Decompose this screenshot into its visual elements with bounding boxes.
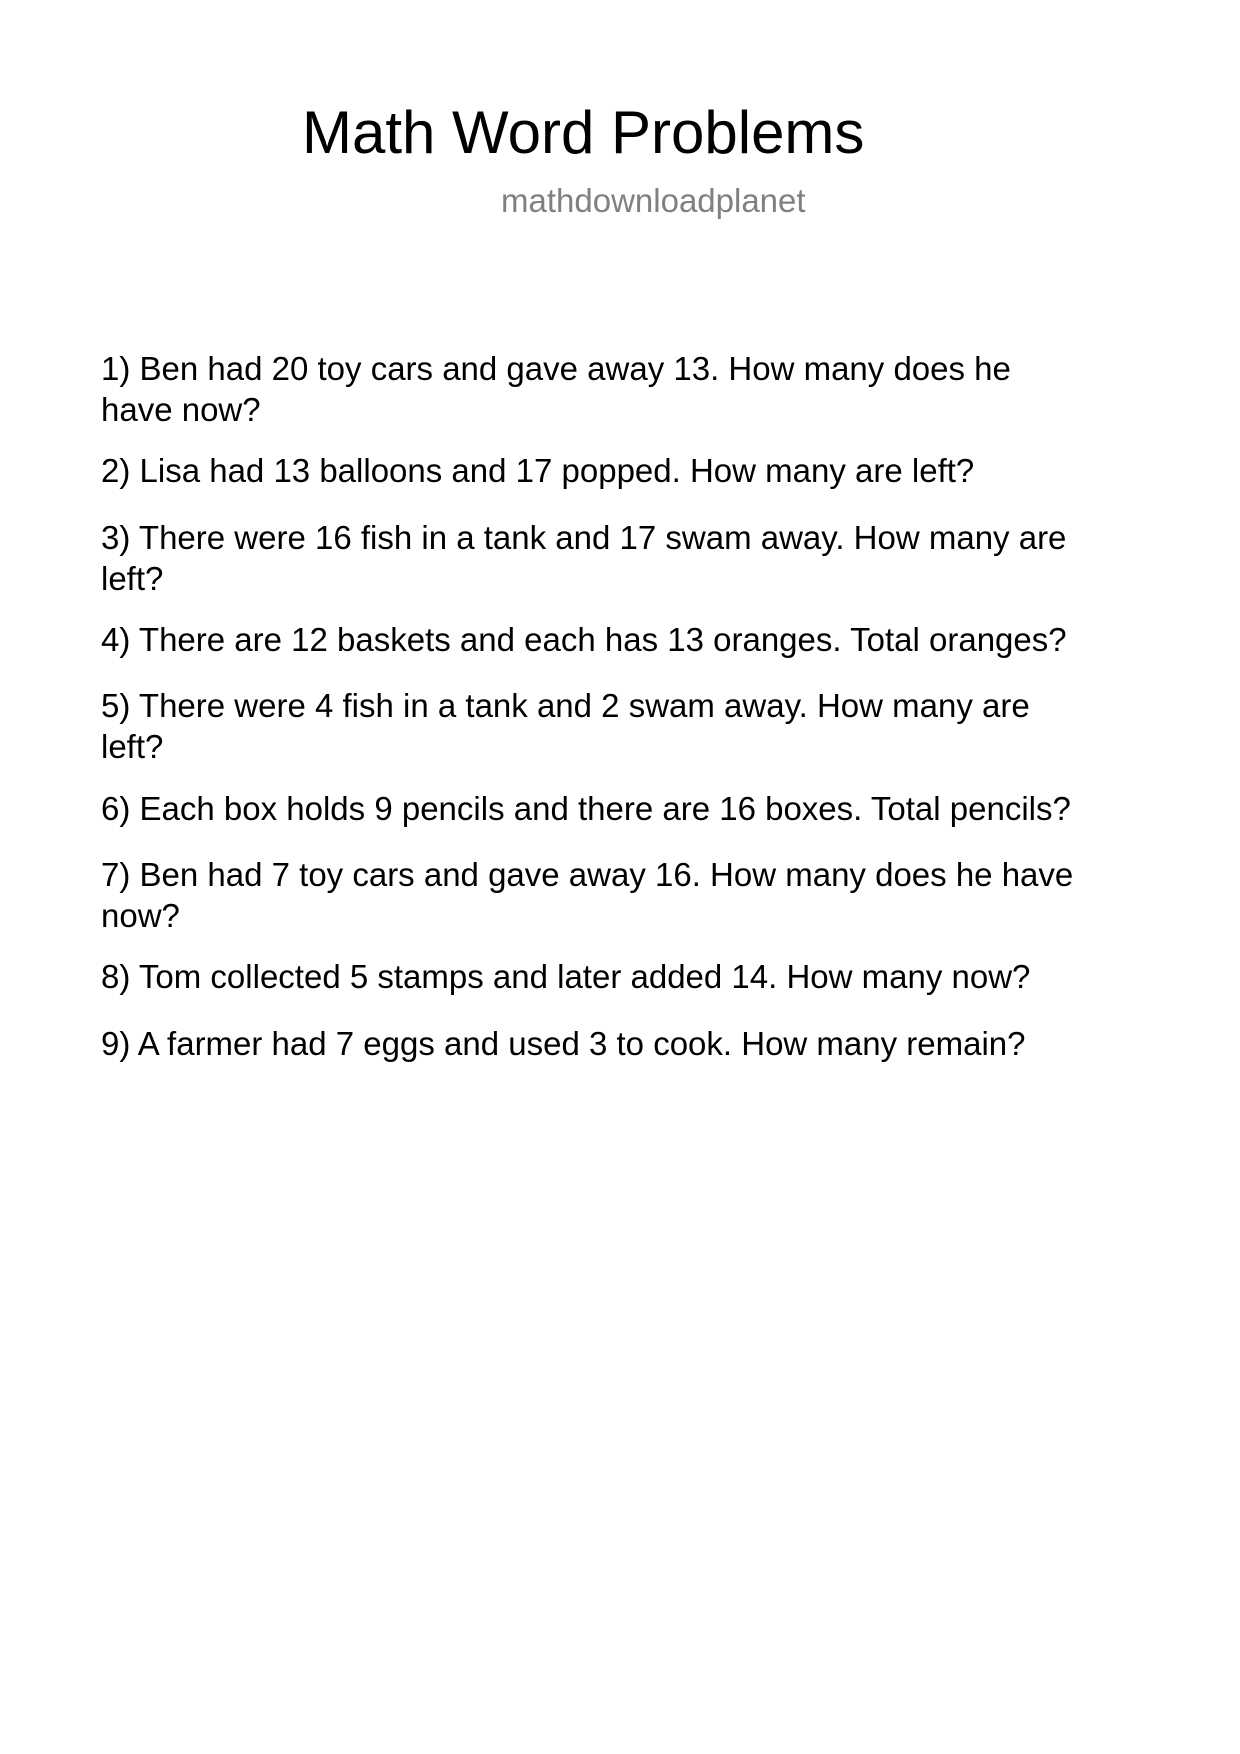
problem-text: now? — [101, 897, 180, 934]
problem-item-9 — [101, 1023, 1026, 1064]
problem-text: 3) There were 16 fish in a tank and 17 swam away. How many are — [101, 519, 1067, 556]
problem-text: left? — [101, 728, 164, 765]
problem-text: 9) A farmer had 7 eggs and used 3 to cook. How many remain? — [101, 1025, 1026, 1062]
problem-item-4 — [101, 619, 1067, 660]
problem-text: 4) There are 12 baskets and each has 13 oranges. Total oranges? — [101, 621, 1067, 658]
problem-item-3 — [101, 517, 1066, 599]
problem-text: have now? — [101, 391, 261, 428]
problem-text: left? — [101, 560, 164, 597]
problem-text: 5) There were 4 fish in a tank and 2 swam away. How many are — [101, 687, 1030, 724]
page-title: Math Word Problems — [302, 99, 865, 166]
problem-text: 7) Ben had 7 toy cars and gave away 16. How many does he have — [101, 856, 1074, 893]
problem-item-7 — [101, 854, 1073, 936]
problem-item-6 — [101, 788, 1071, 829]
problem-text: 1) Ben had 20 toy cars and gave away 13. How many does he — [101, 350, 1011, 387]
problem-text: 2) Lisa had 13 balloons and 17 popped. How many are left? — [101, 452, 975, 489]
problem-item-2 — [101, 450, 974, 491]
problem-text: 8) Tom collected 5 stamps and later added 14. How many now? — [101, 958, 1031, 995]
problem-item-5 — [101, 685, 1030, 767]
site-name: mathdownloadplanet — [501, 182, 806, 219]
problem-text: 6) Each box holds 9 pencils and there are 16 boxes. Total pencils? — [101, 790, 1071, 827]
problem-item-1 — [101, 348, 1011, 430]
problem-item-8 — [101, 956, 1030, 997]
